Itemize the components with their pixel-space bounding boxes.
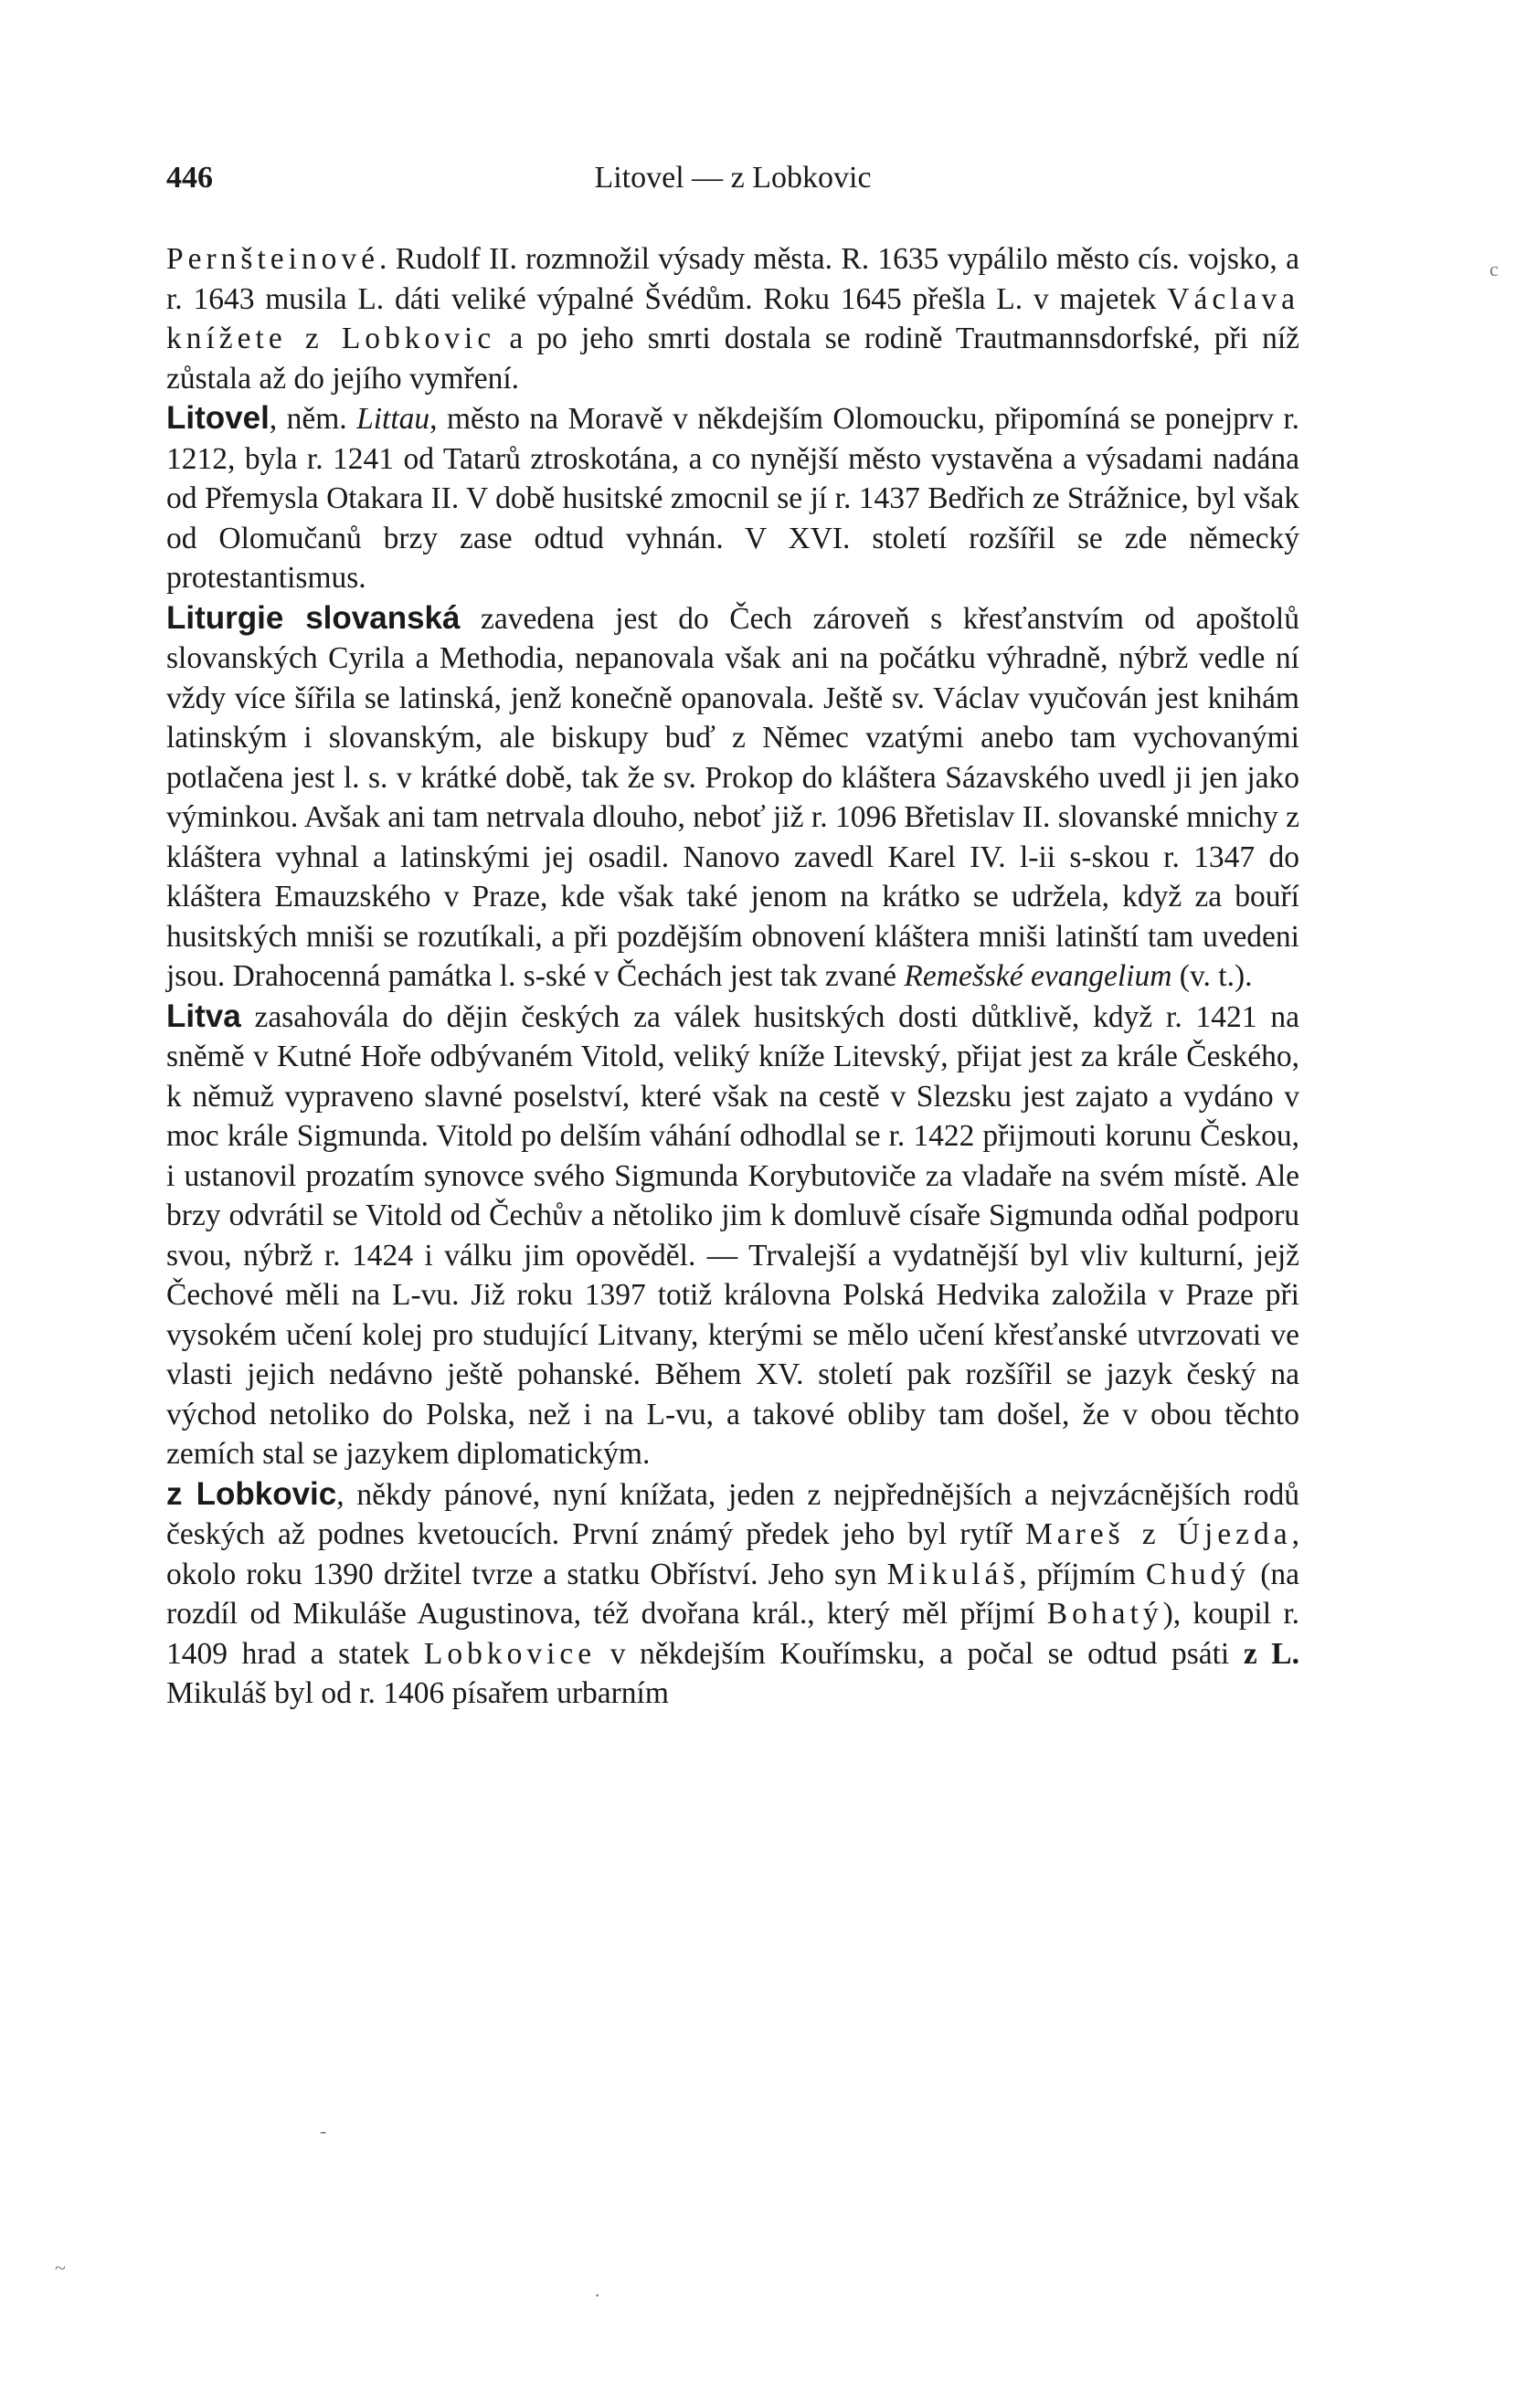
italic-term: Remešské evangelium xyxy=(904,959,1172,993)
page-header xyxy=(166,161,1299,216)
italic-term: Littau xyxy=(356,402,430,436)
text-run: . Rudolf II. rozmnožil výsady města. R. 1635 vypálilo město cís. vojsko, a r. 1643 musila L. dáti veliké výpalné Švédům. Roku 1645 přešla L. v majetek xyxy=(166,242,1299,316)
spaced-name: Lobkovice xyxy=(423,1636,597,1671)
spaced-name: Václava knížete z Lobkovic xyxy=(166,281,1299,355)
text-run: , něm. xyxy=(269,402,357,436)
page-number: 446 xyxy=(166,161,213,195)
text-run: (na rozdíl od Mikuláše Augustinova, též dvořana král., který měl příjmí xyxy=(166,1557,1299,1631)
running-head: Litovel — z Lobkovic xyxy=(594,161,872,195)
entry-lemma: Liturgie slovanská xyxy=(166,599,461,636)
spaced-name: Chudý xyxy=(1145,1557,1251,1591)
entry-z-lobkovic xyxy=(166,1474,1299,1714)
spaced-name: Pernšteinové xyxy=(166,242,380,276)
text-run: , někdy pánové, nyní knížata, jeden z nejpřednějších a nejvzácnějších rodů českých až podnes kvetoucích. První známý předek jeho byl rytíř xyxy=(166,1477,1299,1551)
entry-litva xyxy=(166,997,1299,1474)
text-run: zavedena jest do Čech zároveň s křesťanstvím od apoštolů slovanských Cyrila a Methodia, nepanovala však ani na počátku výhradně, nýbrž vedle ní vždy více šířila se latinská, jenž konečně opanovala. Ještě sv. Václav vyučován jest knihám latinským i slovanským, ale biskupy buď z Němec vzatými anebo tam vychovanými potlačena jest l. s. v krátké době, tak že sv. Prokop do kláštera Sázavského uvedl ji jen jako výminkou. Avšak ani tam netrvala dlouho, neboť již r. 1096 Břetislav II. slovanské mnichy z kláštera vyhnal a latinskými jej osadil. Nanovo zavedl Karel IV. l-ii s-skou r. 1347 do kláštera Emauzského v Praze, kde však také jenom na krátko se udržela, když za bouří husitských mniši se rozutíkali, a při pozdějším obnovení kláštera mniši latinští tam uvedeni jsou. Drahocenná památka l. s-ské v Čechách jest tak zvané xyxy=(166,601,1299,993)
body-text xyxy=(166,239,1299,1714)
bold-abbrev: z L. xyxy=(1243,1636,1299,1671)
entry-liturgie-slovanska xyxy=(166,598,1299,997)
entry-litovel xyxy=(166,398,1299,598)
text-run: zasahovála do dějin českých za válek husitských dosti důtklivě, když r. 1421 na sněmě v Kutné Hoře odbývaném Vitold, veliký kníže Litevský, přijat jest za krále Českého, k němuž vypraveno slavné poselství, které však na cestě v Slezsku jest zajato a vydáno v moc krále Sigmunda. Vitold po delším váhání odhodlal se r. 1422 přijmouti korunu Českou, i ustanovil prozatím synovce svého Sigmunda Korybutoviče za vladaře na svém místě. Ale brzy odvrátil se Vitold od Čechův a nětoliko jim k domluvě císaře Sigmunda odňal podporu svou, nýbrž r. 1424 i válku jim opověděl. — Trvalejší a vydatnější byl vliv kulturní, jejž Čechové měli na L-vu. Již roku 1397 totiž královna Polská Hedvika založila v Praze při vysokém učení kolej pro studující Litvany, kterými se mělo učení křesťanské utvrzovati ve vlasti jejich nedávno ještě pohanské. Během XV. století pak rozšířil se jazyk český na východ netoliko do Polska, než i na L-vu, a takové obliby tam došel, že v obou těchto zemích stal se jazykem diplomatickým. xyxy=(166,999,1299,1471)
print-speck: - xyxy=(320,2119,327,2142)
print-speck: ~ xyxy=(55,2256,66,2279)
entry-lemma: Litva xyxy=(166,998,241,1034)
text-run: v někdejším Kouřímsku, a počal se odtud psáti xyxy=(596,1636,1244,1671)
text-run: (v. t.). xyxy=(1171,959,1253,993)
text-run: , město na Moravě v někdejším Olomoucku, připomíná se ponejprv r. 1212, byla r. 1241 od Tatarů ztroskotána, a co nynější město vystavěna a výsadami nadána od Přemysla Otakara II. V době husitské zmocnil se jí r. 1437 Bedřich ze Strážnice, byl však od Olomučanů brzy zase odtud vyhnán. V XVI. století rozšířil se zde německý protestantismus. xyxy=(166,402,1299,595)
spaced-name: Mikuláš xyxy=(886,1557,1020,1591)
text-run: a po jeho smrti dostala se rodině Trautmannsdorfské, při níž zůstala až do jejího vymření. xyxy=(166,322,1299,396)
text-run: Mikuláš byl od r. 1406 písařem urbarním xyxy=(166,1676,669,1710)
spaced-name: Mareš z Újezda xyxy=(1025,1517,1292,1551)
text-run: ), koupil r. 1409 hrad a statek xyxy=(166,1597,1300,1671)
spaced-name: Bohatý xyxy=(1046,1597,1163,1631)
paragraph-pernstein xyxy=(166,239,1299,398)
margin-mark: c xyxy=(1489,258,1499,280)
print-speck: · xyxy=(594,2284,601,2307)
text-run: , příjmím xyxy=(1019,1557,1146,1591)
entry-lemma: Litovel xyxy=(166,400,270,436)
text-run: , okolo roku 1390 držitel tvrze a statku Obříství. Jeho syn xyxy=(166,1517,1300,1591)
entry-lemma: z Lobkovic xyxy=(166,1475,337,1512)
